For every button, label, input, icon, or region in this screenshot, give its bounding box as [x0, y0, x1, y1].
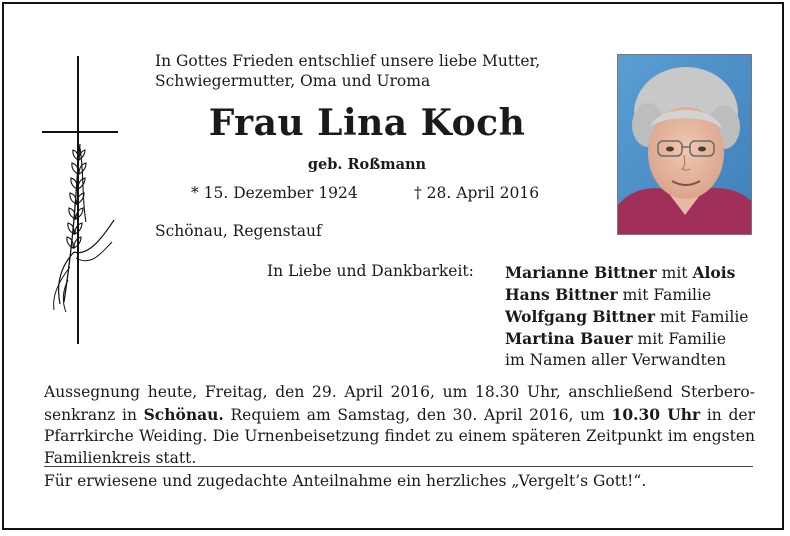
- place-bold: Schönau.: [143, 404, 224, 424]
- family-list: [505, 262, 748, 371]
- birth-name: geb. Roßmann: [307, 156, 427, 173]
- intro-line-1: In Gottes Frieden entschlief unsere liebe Mutter,: [155, 52, 541, 70]
- intro-text: [155, 51, 605, 91]
- death-date: † 28. April 2016: [414, 184, 540, 202]
- time-bold: 10.30 Uhr: [611, 404, 701, 424]
- family-row: Hans Bittner mit Familie: [505, 285, 712, 304]
- birth-date: * 15. Dezember 1924: [191, 184, 358, 202]
- family-row: Marianne Bittner mit Alois: [505, 263, 736, 282]
- portrait-photo: [617, 54, 752, 235]
- family-row: Martina Bauer mit Familie: [505, 329, 727, 348]
- cross-with-wheat-icon: [40, 52, 122, 346]
- closing-thanks: Für erwiesene und zugedachte Anteilnahme ein herzliches „Vergelt’s Gott!“.: [44, 472, 647, 490]
- funeral-notice: Aussegnung heute, Freitag, den 29. April 2016, um 18.30 Uhr, anschließend Sterbero-senkranz in Schönau. Requiem am Samstag, den 30. April 2016, um 10.30 Uhr in der Pfarrkirche Weiding. Die Urnenbeisetzung findet zu einem späteren Zeitpunkt im engsten Familienkreis statt.: [44, 383, 755, 467]
- family-row: im Namen aller Verwandten: [505, 351, 726, 369]
- residence: Schönau, Regenstauf: [155, 222, 322, 240]
- intro-line-2: Schwiegermutter, Oma und Uroma: [155, 72, 431, 90]
- deceased-name: Frau Lina Koch: [208, 102, 526, 144]
- obituary-card: [2, 2, 784, 530]
- family-row: Wolfgang Bittner mit Familie: [505, 307, 749, 326]
- divider: [44, 466, 753, 467]
- thanks-label: In Liebe und Dankbarkeit:: [267, 262, 474, 280]
